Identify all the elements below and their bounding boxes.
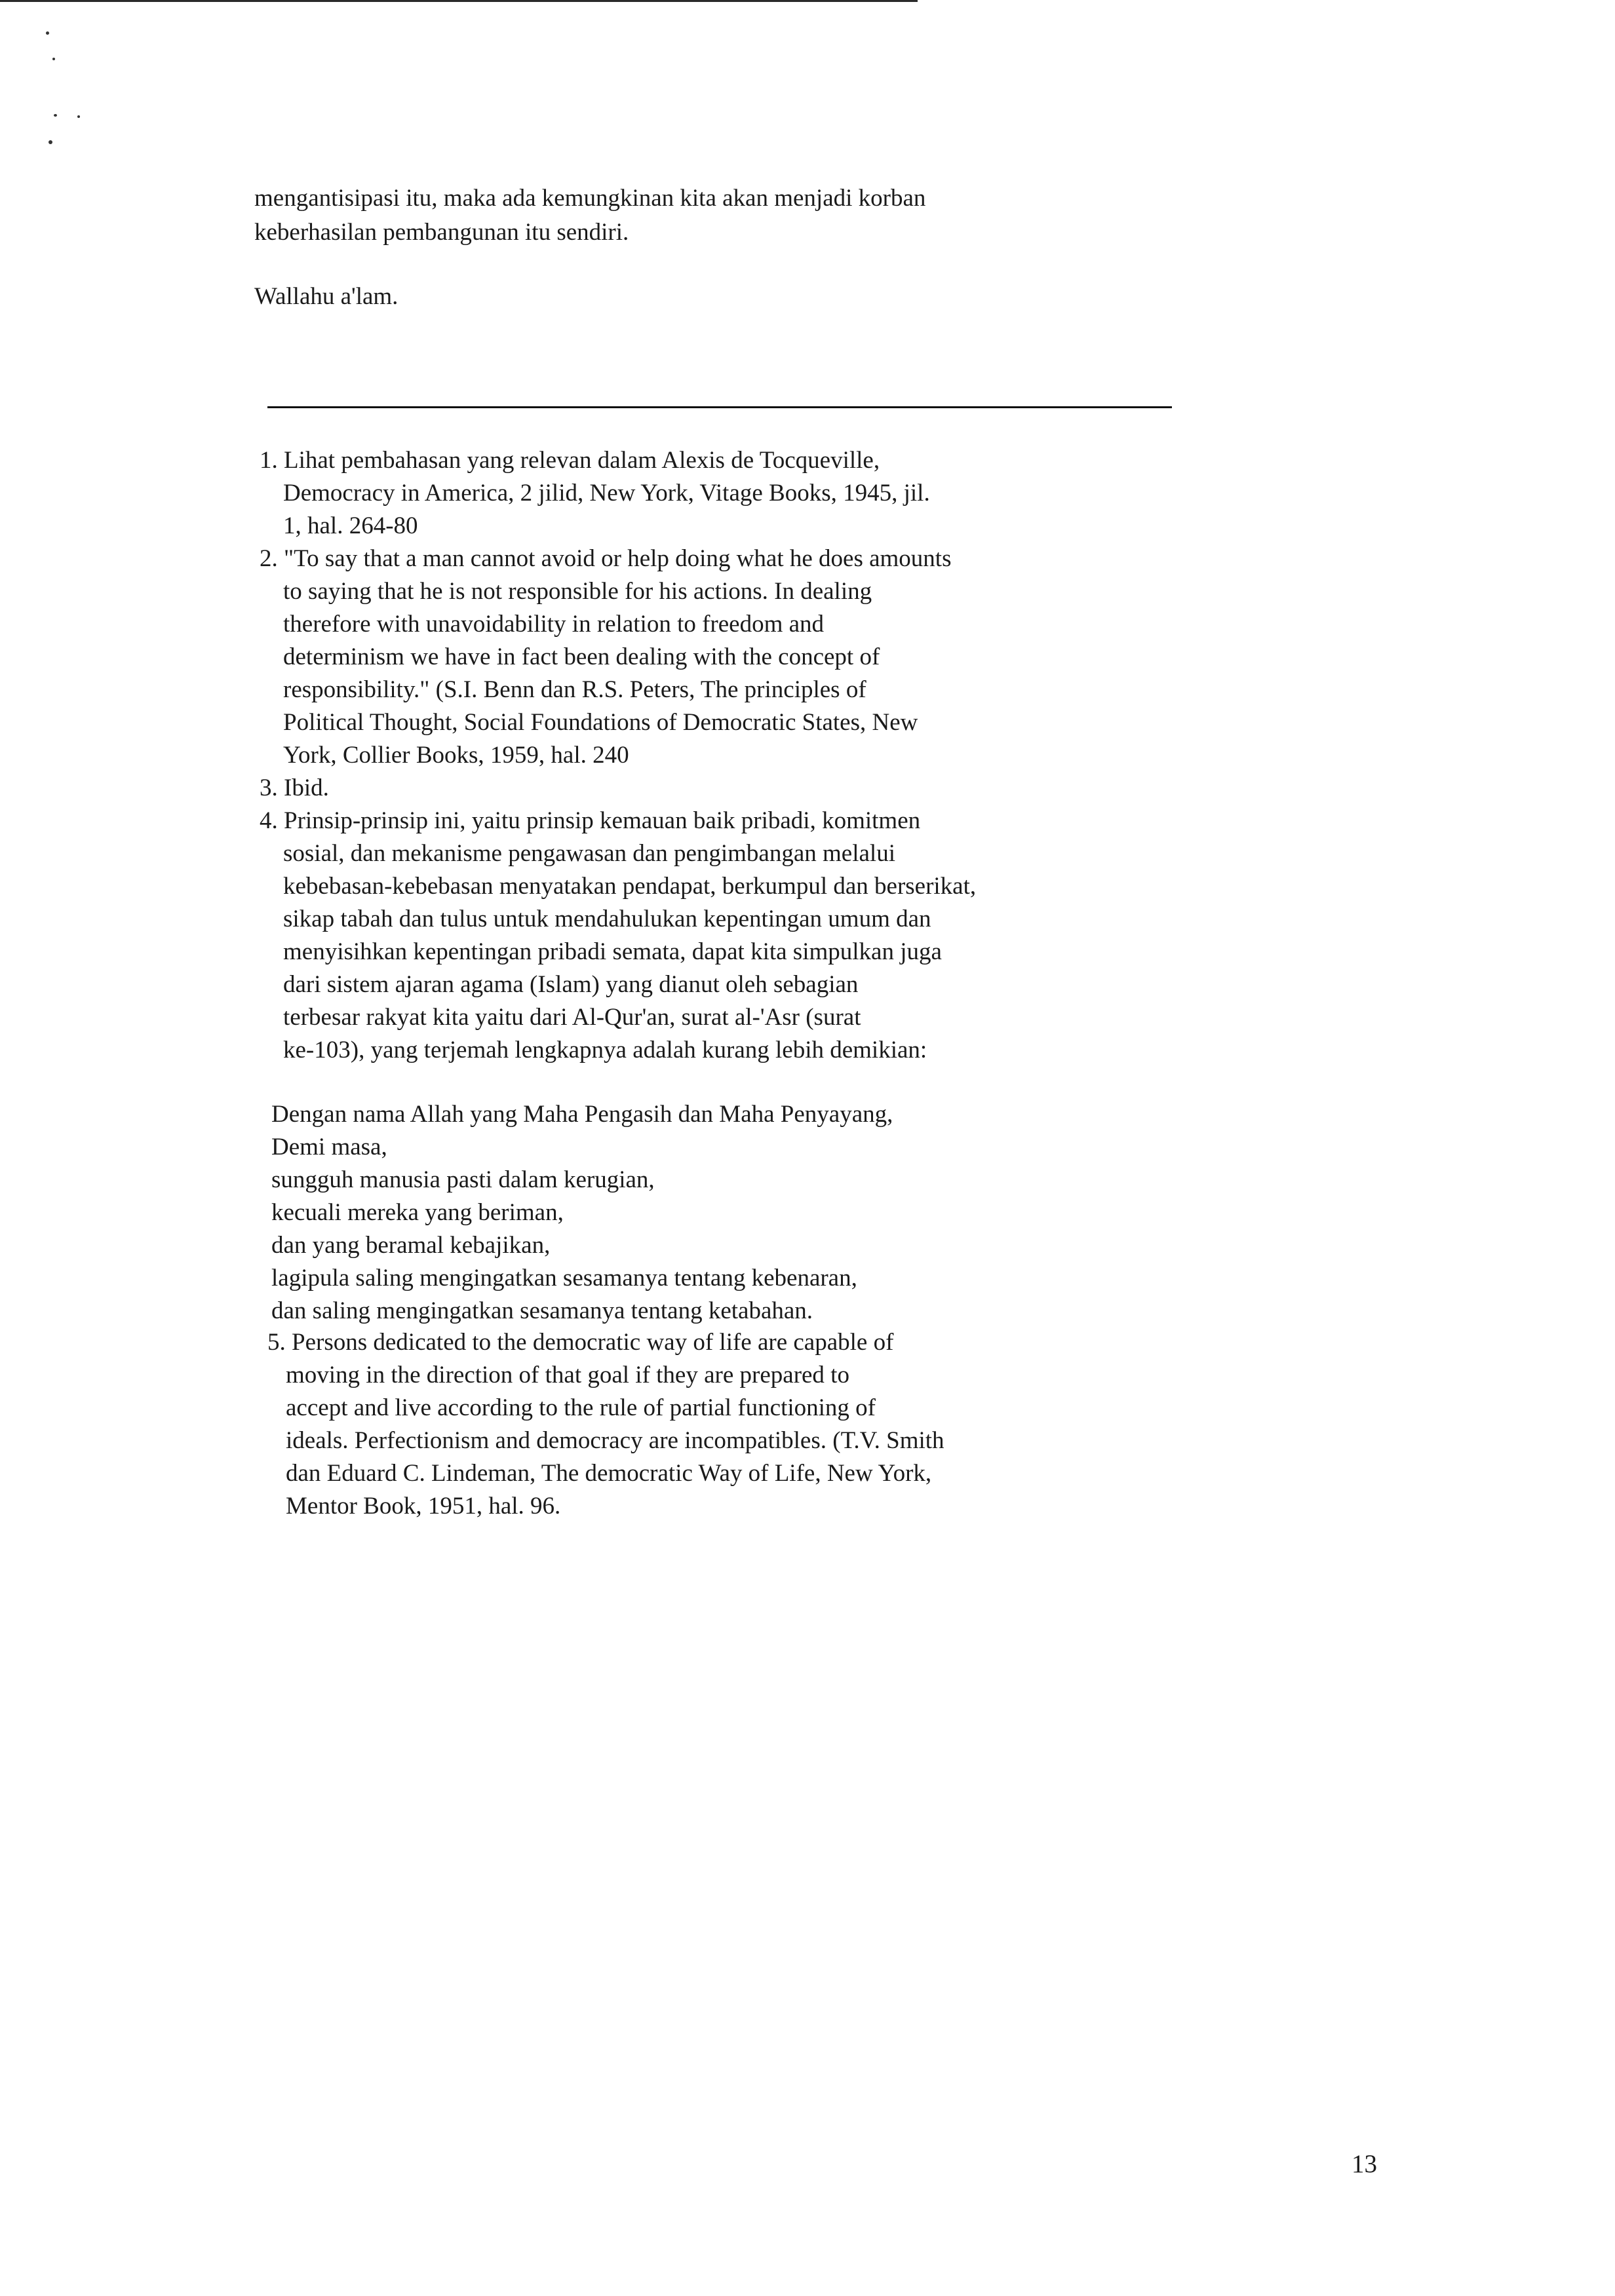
verse-line: kecuali mereka yang beriman, [271,1199,564,1226]
footnote-line: 2. "To say that a man cannot avoid or help doing what he does amounts [260,545,952,572]
footnote-line: dan Eduard C. Lindeman, The democratic Way of Life, New York, [286,1460,932,1487]
verse-line: dan yang beramal kebajikan, [271,1232,551,1259]
top-edge-rule [0,0,918,2]
closing-line: Wallahu a'lam. [254,283,399,310]
scan-speck [52,58,55,60]
footnote-line: sosial, dan mekanisme pengawasan dan pengimbangan melalui [283,840,895,867]
footnote-line: 3. Ibid. [260,775,329,801]
footnote-line: 4. Prinsip-prinsip ini, yaitu prinsip kemauan baik pribadi, komitmen [260,807,921,834]
footnote-line: Political Thought, Social Foundations of Democratic States, New [283,709,918,736]
scan-speck [46,31,49,35]
footnote-line: menyisihkan kepentingan pribadi semata, dapat kita simpulkan juga [283,938,942,965]
verse-line: lagipula saling mengingatkan sesamanya tentang kebenaran, [271,1265,857,1292]
verse-line: Demi masa, [271,1134,387,1160]
footnote-line: sikap tabah dan tulus untuk mendahulukan kepentingan umum dan [283,906,931,932]
scan-speck [54,114,57,117]
footnote-line: 1, hal. 264-80 [283,512,418,539]
verse-line: Dengan nama Allah yang Maha Pengasih dan Maha Penyayang, [271,1101,893,1128]
footnote-line: kebebasan-kebebasan menyatakan pendapat, berkumpul dan berserikat, [283,873,977,900]
scan-speck [77,115,80,118]
footnote-line: moving in the direction of that goal if they are prepared to [286,1362,849,1388]
footnote-line: 1. Lihat pembahasan yang relevan dalam Alexis de Tocqueville, [260,447,880,474]
footnote-line: determinism we have in fact been dealing with the concept of [283,643,880,670]
footnote-line: accept and live according to the rule of partial functioning of [286,1394,876,1421]
footnote-line: 5. Persons dedicated to the democratic way of life are capable of [267,1329,894,1356]
footnote-line: terbesar rakyat kita yaitu dari Al-Qur'an, surat al-'Asr (surat [283,1004,861,1031]
footnote-line: Democracy in America, 2 jilid, New York, Vitage Books, 1945, jil. [283,480,930,507]
footnote-line: York, Collier Books, 1959, hal. 240 [283,742,629,769]
footnote-line: to saying that he is not responsible for his actions. In dealing [283,578,872,605]
footnote-separator [267,406,1172,408]
body-line: keberhasilan pembangunan itu sendiri. [254,219,629,246]
footnote-line: dari sistem ajaran agama (Islam) yang dianut oleh sebagian [283,971,859,998]
footnote-line: therefore with unavoidability in relation to freedom and [283,611,825,638]
body-line: mengantisipasi itu, maka ada kemungkinan kita akan menjadi korban [254,185,926,212]
verse-line: dan saling mengingatkan sesamanya tentang ketabahan. [271,1297,813,1324]
page-number: 13 [1352,2150,1377,2178]
footnote-line: Mentor Book, 1951, hal. 96. [286,1493,561,1520]
footnote-line: responsibility." (S.I. Benn dan R.S. Peters, The principles of [283,676,866,703]
footnote-line: ke-103), yang terjemah lengkapnya adalah kurang lebih demikian: [283,1037,927,1063]
scan-speck [49,140,52,144]
verse-line: sungguh manusia pasti dalam kerugian, [271,1166,655,1193]
footnote-line: ideals. Perfectionism and democracy are incompatibles. (T.V. Smith [286,1427,944,1454]
